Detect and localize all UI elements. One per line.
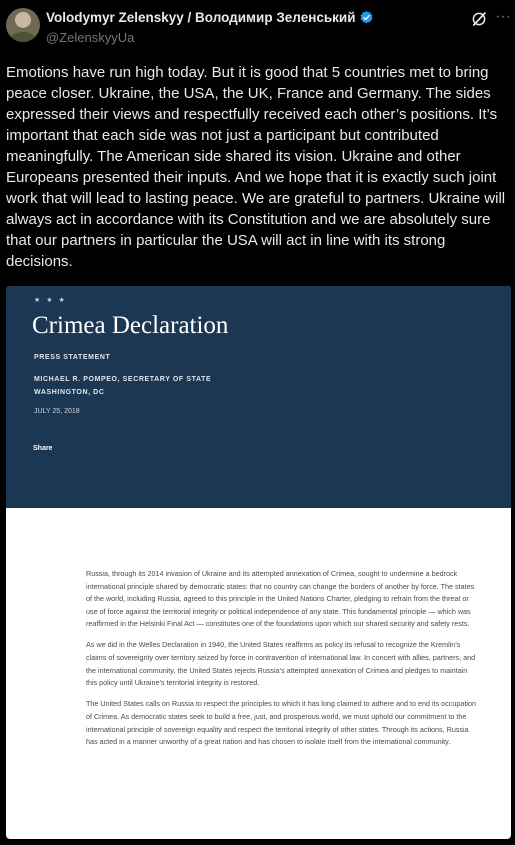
document-title: Crimea Declaration <box>32 312 229 339</box>
author-block <box>46 9 446 45</box>
display-name[interactable]: Volodymyr Zelenskyy / Володимир Зеленський <box>46 10 356 26</box>
more-options-icon[interactable]: ··· <box>495 8 511 25</box>
document-author: MICHAEL R. POMPEO, SECRETARY OF STATE <box>34 376 212 383</box>
verified-badge-icon <box>359 10 374 25</box>
share-link: Share <box>33 445 53 452</box>
document-body <box>86 568 476 757</box>
handle[interactable]: @ZelenskyyUa <box>46 30 135 45</box>
document-date: JULY 25, 2018 <box>34 408 80 415</box>
document-location: WASHINGTON, DC <box>34 389 105 396</box>
document-paragraph: As we did in the Welles Declaration in 1940, the United States reaffirms as policy its refusal to recognize the Kremlin’s claims of sovereignty over territory seized by force in contravention of international law. In concert with allies, partners, and the international community, the United States rejects Russia’s attempted annexation of Crimea and pledges to maintain this policy until Ukraine’s territorial integrity is restored. <box>86 640 476 688</box>
avatar[interactable] <box>6 8 40 42</box>
document-paragraph: Russia, through its 2014 invasion of Ukraine and its attempted annexation of Crimea, sought to undermine a bedrock international principle shared by democratic states: that no country can change the borders of another by force. The states of the world, including Russia, agreed to this principle in the United Nations Charter, pledging to refrain from the threat or use of force against the territorial integrity or political independence of any state. This fundamental principle — which was reaffirmed in the Helsinki Final Act — constitutes one of the foundations upon which our shared security and safety rests. <box>86 569 475 629</box>
document-paragraph: The United States calls on Russia to respect the principles to which it has long claimed to adhere and to end its occupation of Crimea. As democratic states seek to build a free, just, and prosperous world, we must uphold our commitment to the international principle of sovereign equality and respect the territorial integrity of other states. Through its actions, Russia has acted in a manner unworthy of a great nation and has chosen to isolate itself from the international community. <box>86 699 476 747</box>
grok-icon[interactable] <box>470 10 488 28</box>
stars-decoration: ★ ★ ★ <box>34 297 67 304</box>
tweet-text: Emotions have run high today. But it is good that 5 countries met to bring peace closer. Ukraine, the USA, the UK, France and Germany. The sides expressed their views and respectfully received each other’s positions. It’s important that each side was not just a participant but contributed meaningfully. The American side shared its vision. Ukraine and other Europeans presented their inputs. And we hope that it is exactly such joint work that will lead to lasting peace. We are grateful to partners. Ukraine will always act in accordance with its Constitution and we are absolutely sure that our partners in particular the USA will act in line with its strong decisions. <box>6 64 506 270</box>
document-banner <box>6 286 511 508</box>
document-label: PRESS STATEMENT <box>34 354 111 361</box>
tweet-header <box>0 0 515 54</box>
attached-image[interactable] <box>6 286 511 839</box>
